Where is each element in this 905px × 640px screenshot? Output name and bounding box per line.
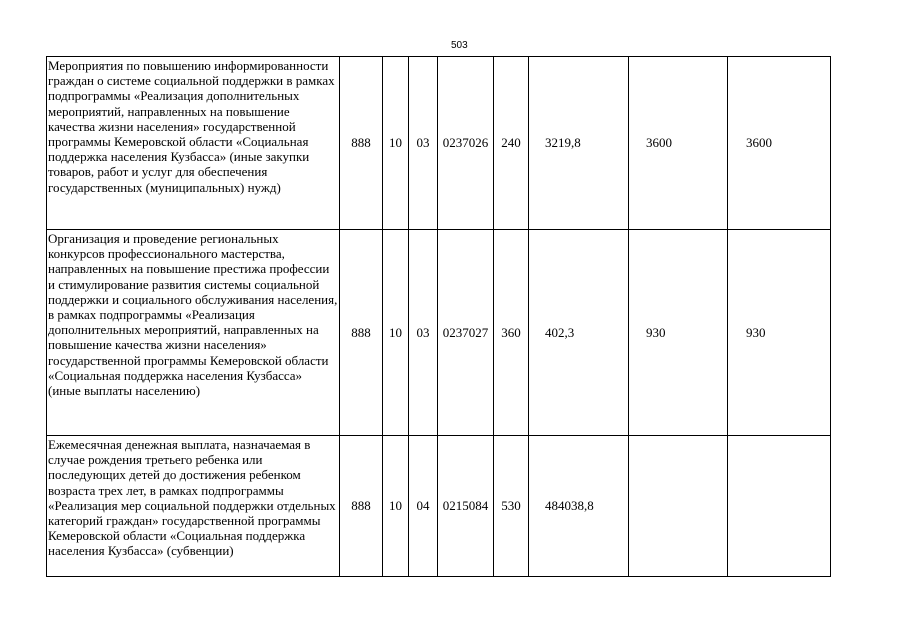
table-row [47,230,831,436]
subsection-code: 04 [409,436,438,577]
ministry-code: 888 [340,436,383,577]
section-code: 10 [383,230,409,436]
row-description: Мероприятия по повышению информированности граждан о системе социальной поддержки в рамках подпрограммы «Реализация дополнительных мероприятий, направленных на повышение качества жизни населения» государственной программы Кемеровской области «Социальная поддержка населения Кузбасса» (иные закупки товаров, работ и услуг для обеспечения государственных (муниципальных) нужд) [47,57,340,230]
target-article-code: 0215084 [438,436,494,577]
expense-type-code: 360 [494,230,529,436]
table-row [47,436,831,577]
amount-year-1: 3219,8 [529,57,629,230]
ministry-code: 888 [340,230,383,436]
section-code: 10 [383,436,409,577]
expense-type-code: 530 [494,436,529,577]
amount-year-1: 402,3 [529,230,629,436]
amount-year-3: 3600 [728,57,831,230]
amount-year-3 [728,436,831,577]
row-description: Ежемесячная денежная выплата, назначаемая в случае рождения третьего ребенка или последующих детей до достижения ребенком возраста трех лет, в рамках подпрограммы «Реализация мер социальной поддержки отдельных категорий граждан» государственной программы Кемеровской области «Социальная поддержка населения Кузбасса» (субвенции) [47,436,340,577]
section-code: 10 [383,57,409,230]
amount-year-2: 930 [629,230,728,436]
page-number: 503 [451,40,468,51]
table-row [47,57,831,230]
amount-year-3: 930 [728,230,831,436]
amount-year-2: 3600 [629,57,728,230]
row-description: Организация и проведение региональных конкурсов профессионального мастерства, направленных на повышение престижа профессии и стимулирование развития системы социальной поддержки и социального обслуживания населения, в рамках подпрограммы «Реализация дополнительных мероприятий, направленных на повышение качества жизни населения» государственной программы Кемеровской области «Социальная поддержка населения Кузбасса» (иные выплаты населению) [47,230,340,436]
subsection-code: 03 [409,57,438,230]
expense-type-code: 240 [494,57,529,230]
target-article-code: 0237027 [438,230,494,436]
budget-table [46,56,831,577]
subsection-code: 03 [409,230,438,436]
amount-year-1: 484038,8 [529,436,629,577]
ministry-code: 888 [340,57,383,230]
amount-year-2 [629,436,728,577]
target-article-code: 0237026 [438,57,494,230]
